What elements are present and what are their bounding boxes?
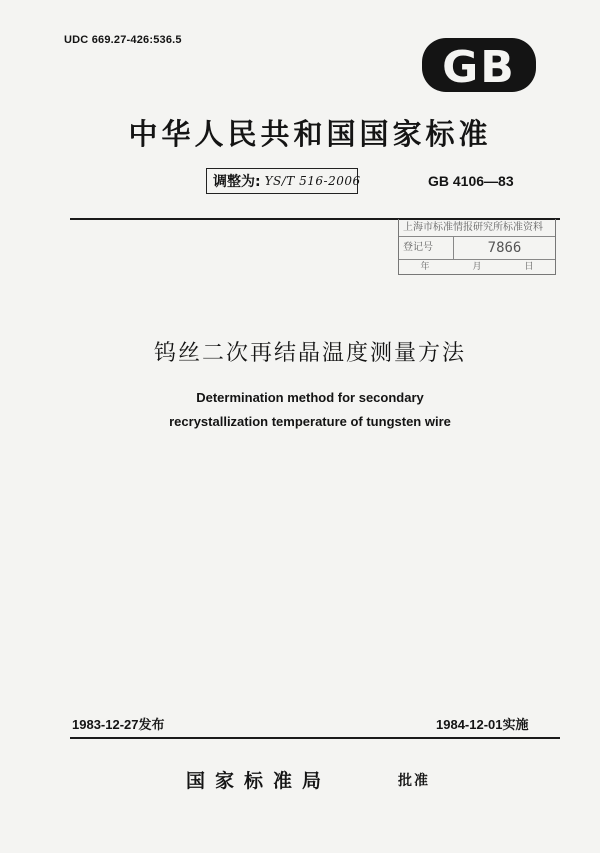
title-english-line-2: recrystallization temperature of tungsten wire	[169, 414, 451, 429]
issuing-authority: 国家标准局	[186, 770, 332, 792]
registration-institute: 上海市标准情报研究所标准资料	[399, 219, 555, 237]
approval-label: 批准	[398, 773, 430, 789]
gb-logo	[420, 34, 538, 96]
title-chinese: 钨丝二次再结晶温度测量方法	[153, 341, 466, 366]
udc-code: UDC 669.27-426:536.5	[64, 34, 182, 46]
registration-year: 年	[420, 262, 430, 272]
effective-date: 1984-12-01实施	[436, 717, 529, 732]
adjustment-label: 调整为:	[213, 174, 261, 190]
adjustment-value: YS/T 516-2006	[264, 174, 361, 188]
gb-logo-text: GB	[442, 42, 516, 93]
title-english-line-1: Determination method for secondary	[196, 390, 424, 405]
registration-number: 7866	[487, 240, 522, 256]
bottom-divider	[70, 737, 560, 739]
issue-date: 1983-12-27发布	[72, 717, 165, 732]
title-english	[60, 386, 560, 434]
national-standard-title: 中华人民共和国国家标准	[128, 117, 492, 151]
registration-label: 登记号	[403, 237, 454, 259]
standard-number: GB 4106—83	[428, 173, 514, 189]
registration-stamp	[398, 219, 556, 275]
registration-month: 月	[472, 262, 482, 272]
registration-day: 日	[524, 262, 534, 272]
adjustment-stamp	[206, 168, 361, 194]
